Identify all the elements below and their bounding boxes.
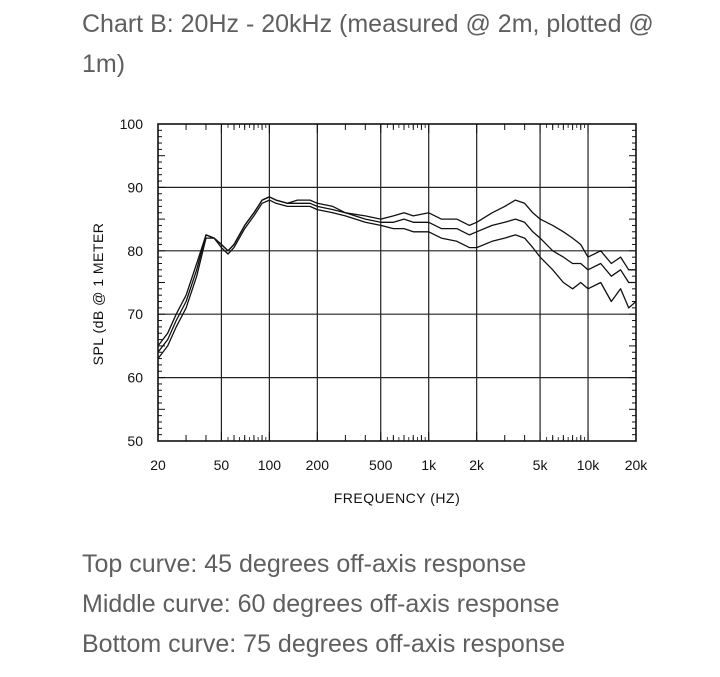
- x-tick-label: 500: [369, 457, 393, 473]
- x-tick-label: 20k: [624, 457, 648, 473]
- caption-bottom-curve: Bottom curve: 75 degrees off-axis response: [82, 630, 566, 658]
- axis-labels: [120, 116, 649, 473]
- caption-middle-curve: Middle curve: 60 degrees off-axis response: [82, 590, 560, 618]
- x-tick-label: 10k: [576, 457, 600, 473]
- y-tick-label: 100: [119, 116, 143, 132]
- x-tick-label: 200: [305, 457, 330, 473]
- y-tick-label: 50: [127, 433, 143, 449]
- y-tick-label: 70: [127, 306, 143, 323]
- x-tick-label: 1k: [421, 457, 437, 473]
- series-line-60deg: [158, 197, 636, 352]
- series-line-45deg: [158, 197, 636, 346]
- caption-list: [82, 544, 702, 664]
- y-tick-label: 90: [127, 179, 143, 196]
- y-tick-label: 80: [127, 242, 143, 259]
- series-line-75deg: [158, 200, 636, 359]
- y-tick-label: 60: [127, 369, 143, 386]
- x-tick-label: 2k: [469, 457, 485, 473]
- caption-top-curve: Top curve: 45 degrees off-axis response: [82, 550, 527, 578]
- x-tick-label: 5k: [532, 457, 548, 473]
- series-layer: [158, 197, 636, 359]
- chart-title: Chart B: 20Hz - 20kHz (measured @ 2m, plotted @ 1m): [82, 10, 654, 78]
- x-tick-label: 100: [257, 457, 282, 473]
- y-axis-label: SPL (dB @ 1 METER: [90, 222, 106, 366]
- x-axis-label: FREQUENCY (HZ): [333, 490, 461, 506]
- x-tick-label: 50: [213, 457, 230, 473]
- x-tick-label: 20: [150, 457, 166, 473]
